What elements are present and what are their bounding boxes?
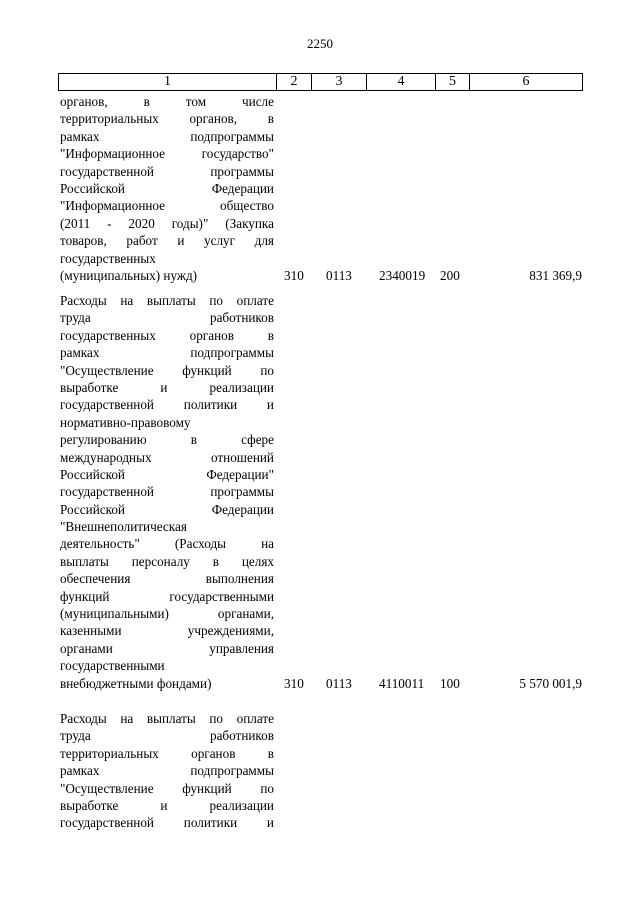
cell-ministry-code: 310 — [284, 268, 304, 283]
desc-line: выработке и реализации — [60, 797, 274, 813]
desc-line: государственной программы — [60, 163, 274, 179]
desc-line: Расходы на выплаты по оплате — [60, 711, 274, 726]
desc-line: органами управления — [60, 640, 274, 656]
cell-target-code: 4110011 — [379, 676, 425, 691]
desc-line: органов, в том числе — [60, 94, 274, 109]
desc-line: (2011 - 2020 годы)" (Закупка — [60, 215, 274, 231]
desc-line: труда работников — [60, 728, 274, 744]
row-description — [60, 710, 274, 832]
desc-line: территориальных органов в — [60, 745, 274, 761]
desc-line: нормативно-правовому — [60, 414, 191, 430]
cell-section-code: 0113 — [326, 676, 352, 691]
desc-line: "Информационное общество — [60, 198, 274, 214]
desc-line: внебюджетными фондами) — [60, 675, 212, 691]
desc-line: труда работников — [60, 310, 274, 326]
desc-line: Расходы на выплаты по оплате — [60, 293, 274, 308]
desc-line: регулированию в сфере — [60, 432, 274, 448]
desc-line: международных отношений — [60, 449, 274, 465]
desc-line: (муниципальных) нужд) — [60, 267, 198, 283]
desc-line: деятельность" (Расходы на — [60, 536, 274, 552]
desc-line: рамках подпрограммы — [60, 128, 274, 144]
desc-line: Российской Федерации — [60, 180, 274, 196]
desc-line: государственных органов в — [60, 327, 274, 343]
cell-section-code: 0113 — [326, 268, 352, 283]
header-col-6: 6 — [522, 74, 530, 89]
row-description — [60, 292, 274, 692]
desc-line: Российской Федерации" — [60, 466, 274, 482]
cell-target-code: 2340019 — [379, 268, 426, 283]
header-col-4: 4 — [397, 74, 405, 89]
header-col-2: 2 — [290, 74, 298, 89]
row-description — [60, 93, 274, 284]
desc-line: обеспечения выполнения — [60, 571, 274, 587]
table-header — [58, 73, 583, 91]
desc-line: государственных — [60, 250, 156, 266]
desc-line: рамках подпрограммы — [60, 345, 274, 361]
cell-ministry-code: 310 — [284, 676, 304, 691]
desc-line: функций государственными — [60, 588, 274, 604]
desc-line: Российской Федерации — [60, 501, 274, 517]
header-col-5: 5 — [449, 74, 456, 89]
desc-line: товаров, работ и услуг для — [60, 233, 274, 249]
cell-amount: 5 570 001,9 — [519, 676, 582, 691]
header-col-1: 1 — [164, 74, 171, 89]
desc-line: государственной политики и — [60, 397, 274, 413]
cell-expense-type: 200 — [440, 268, 460, 283]
header-col-3: 3 — [335, 74, 343, 89]
desc-line: "Внешнеполитическая — [60, 519, 187, 535]
desc-line: государственной политики и — [60, 815, 274, 831]
desc-line: рамках подпрограммы — [60, 763, 274, 779]
desc-line: выработке и реализации — [60, 379, 274, 395]
cell-expense-type: 100 — [440, 676, 460, 691]
desc-line: "Осуществление функций по — [60, 780, 274, 796]
desc-line: государственными — [60, 658, 165, 674]
desc-line: "Информационное государство" — [60, 146, 274, 162]
desc-line: (муниципальными) органами, — [60, 606, 274, 622]
desc-line: казенными учреждениями, — [60, 623, 274, 639]
desc-line: государственной программы — [60, 484, 274, 500]
desc-line: выплаты персоналу в целях — [60, 553, 274, 569]
desc-line: "Осуществление функций по — [60, 362, 274, 378]
cell-amount: 831 369,9 — [529, 268, 582, 283]
desc-line: территориальных органов, в — [60, 111, 274, 127]
page-number: 2250 — [307, 36, 333, 51]
